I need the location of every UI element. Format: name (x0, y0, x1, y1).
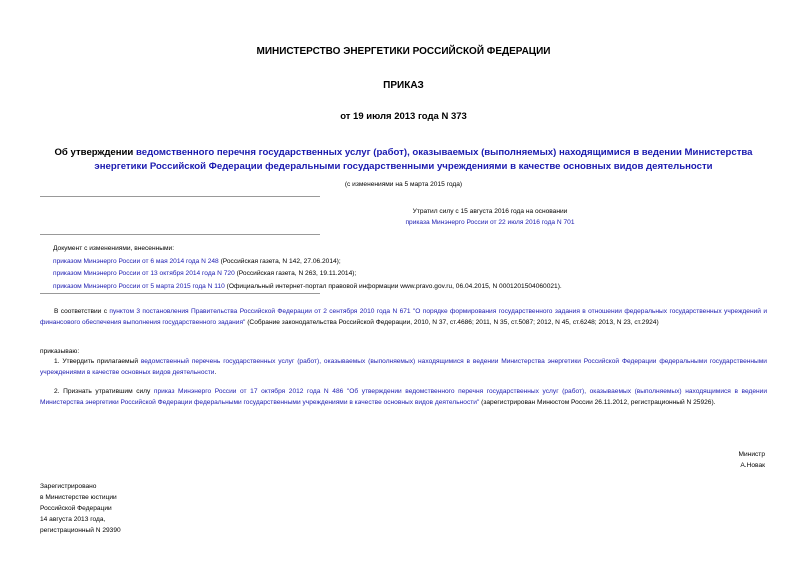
divider (40, 196, 320, 197)
preamble-paragraph: В соответствии с пунктом 3 постановления Правительства Российской Федерации от 2 сентября 2010 года N 671 "О порядке формирования государственного задания в отношении федеральных государственных учреждений и финансового обеспечения выполнения государственного задания" (Собрание законодательства Российской Федерации, 2010, N 37, ст.4686; 2011, N 35, ст.5087; 2012, N 45, ст.6248; 2013, N 23, ст.2924) (40, 308, 768, 326)
amendment-source: (Российская газета, N 142, 27.06.2014); (220, 257, 341, 265)
preamble-link[interactable]: пунктом 3 постановления Правительства Российской Федерации от 2 сентября 2010 года N 671 "О порядке формирования государственного задания в отношении федеральных государственных учреждений и финансового обеспечения выполнения государственного задания" (40, 308, 768, 326)
lost-force-link[interactable]: приказа Минэнерго России от 22 июля 2016 года N 701 (405, 219, 575, 226)
order-heading: ПРИКАЗ (383, 80, 424, 91)
registration-line: регистрационный N 29390 (40, 527, 121, 534)
divider (40, 293, 320, 294)
clause-1-link[interactable]: ведомственный перечень государственных услуг (работ), оказываемых (выполняемых) находящимися в ведении Министерства энергетики Российской Федерации федеральными государственными учреждениями в качестве основных видов деятельности (40, 358, 767, 376)
signature-title: Министр (738, 451, 765, 458)
amendment-item (53, 256, 773, 269)
divider (40, 234, 320, 235)
amendment-note: (с изменениями на 5 марта 2015 года) (344, 181, 463, 188)
amendment-source: (Российская газета, N 263, 19.11.2014); (236, 270, 357, 277)
lost-force-text: Утратил силу с 15 августа 2016 года на основании (412, 208, 568, 215)
amendment-source: (Официальный интернет-портал правовой информации www.pravo.gov.ru, 06.04.2015, N 0001201504060021). (226, 282, 562, 290)
amendments-list (53, 243, 773, 293)
amendment-link[interactable]: приказом Минэнерго России от 13 октября 2014 года N 720 (53, 270, 235, 277)
signature-name: А.Новак (740, 462, 765, 469)
title-prefix: Об утверждении (54, 147, 136, 158)
registration-line: в Министерстве юстиции (40, 494, 117, 501)
amendment-item (53, 281, 773, 294)
registration-line: Российской Федерации (40, 505, 112, 512)
amendment-link[interactable]: приказом Минэнерго России от 5 марта 2015 года N 110 (53, 282, 225, 290)
registration-block (40, 481, 121, 536)
clause-1: 1. Утвердить прилагаемый ведомственный перечень государственных услуг (работ), оказываемых (выполняемых) находящимися в ведении Министерства энергетики Российской Федерации федеральными государственными учреждениями в качестве основных видов деятельности. (40, 358, 767, 376)
lost-force-note (300, 206, 680, 228)
order-date-number: от 19 июля 2013 года N 373 (340, 111, 467, 122)
amendments-heading: Документ с изменениями, внесенными: (53, 245, 175, 252)
amendment-link[interactable]: приказом Минэнерго России от 6 мая 2014 года N 248 (53, 257, 219, 265)
clause-2-link[interactable]: приказ Минэнерго России от 17 октября 2012 года N 486 "Об утверждении ведомственного перечня государственных услуг (работ), оказываемых (выполняемых) находящимися в ведении Министерства энергетики Российской Федерации федеральными государственными учреждениями в качестве основных видов деятельности" (40, 388, 768, 406)
registration-line: Зарегистрировано (40, 483, 97, 490)
order-word: приказываю: (40, 348, 80, 355)
clause-2: 2. Признать утратившим силу приказ Минэнерго России от 17 октября 2012 года N 486 "Об утверждении ведомственного перечня государственных услуг (работ), оказываемых (выполняемых) находящимися в ведении Министерства энергетики Российской Федерации федеральными государственными учреждениями в качестве основных видов деятельности" (зарегистрирован Минюстом России 26.11.2012, регистрационный N 25926). (40, 388, 768, 406)
document-title (40, 146, 767, 174)
ministry-heading: МИНИСТЕРСТВО ЭНЕРГЕТИКИ РОССИЙСКОЙ ФЕДЕРАЦИИ (256, 46, 551, 57)
registration-line: 14 августа 2013 года, (40, 516, 106, 523)
amendment-item (53, 268, 773, 281)
signature-block (739, 449, 766, 471)
title-link[interactable]: ведомственного перечня государственных услуг (работ), оказываемых (выполняемых) находящимися в ведении Министерства энергетики Российской Федерации федеральными государственными учреждениями в качестве основных видов деятельности (94, 147, 753, 172)
